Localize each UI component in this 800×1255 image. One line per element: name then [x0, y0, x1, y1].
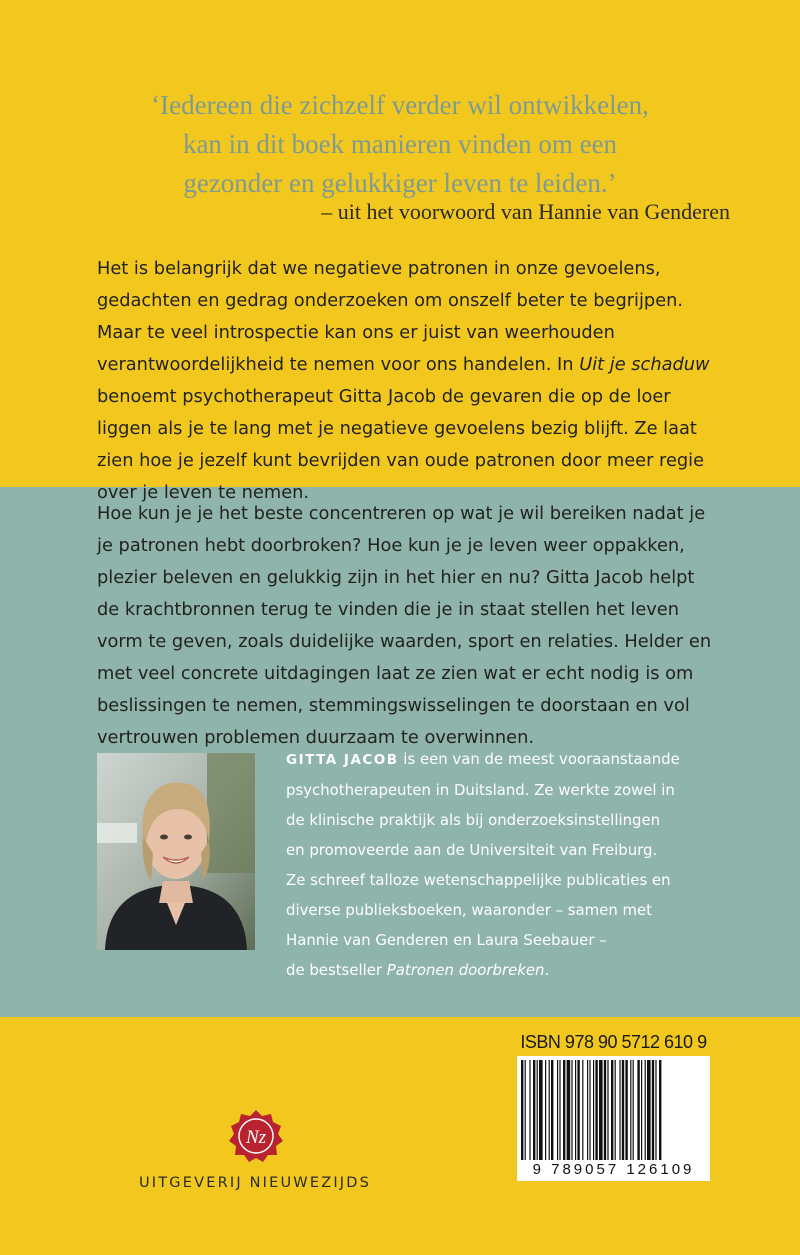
- text-line: plezier beleven en gelukkig zijn in het hier en nu? Gitta Jacob helpt: [97, 567, 695, 588]
- barcode-bar: [604, 1060, 606, 1160]
- barcode-bar: [577, 1060, 579, 1160]
- quote-line: gezonder en gelukkiger leven te leiden.’: [183, 168, 617, 198]
- isbn-label: ISBN 978 90 5712 610 9: [520, 1032, 707, 1052]
- publisher-name: UITGEVERIJ NIEUWEZIJDS: [138, 1175, 372, 1191]
- barcode-bar: [637, 1060, 639, 1160]
- text-line: liggen als je te lang met je negatieve gevoelens bezig blijft. Ze laat: [97, 418, 697, 439]
- text-line: met veel concrete uitdagingen laat ze zien wat er echt nodig is om: [97, 663, 694, 684]
- barcode-bar: [622, 1060, 624, 1160]
- barcode-bar: [525, 1060, 526, 1160]
- barcode-bar: [521, 1060, 523, 1160]
- text-line: de klinische praktijk als bij onderzoeksinstellingen: [286, 811, 661, 829]
- barcode-bar: [619, 1060, 620, 1160]
- barcode-graphic: [517, 1056, 710, 1162]
- book-title: Uit je schaduw: [579, 354, 710, 375]
- barcode-bar: [587, 1060, 588, 1160]
- barcode-bar: [529, 1060, 530, 1160]
- barcode-bar: [567, 1060, 571, 1160]
- author-name: GITTA JACOB: [286, 752, 399, 768]
- barcode-bar: [571, 1060, 572, 1160]
- author-photo: [97, 753, 255, 950]
- text-line: psychotherapeuten in Duitsland. Ze werkte zowel in: [286, 781, 675, 799]
- barcode-bar: [615, 1060, 616, 1160]
- description-paragraph-2: [97, 498, 737, 754]
- quote-line: kan in dit boek manieren vinden om een: [182, 129, 618, 159]
- text-line: Ze schreef talloze wetenschappelijke publicaties en: [286, 871, 671, 889]
- barcode-bar: [625, 1060, 627, 1160]
- text-line: diverse publieksboeken, waaronder – samen met: [286, 901, 653, 919]
- text-line: vertrouwen problemen duurzaam te overwinnen.: [97, 727, 534, 748]
- blurb-quote: [80, 86, 720, 203]
- text-line: [286, 955, 756, 985]
- text-line: de krachtbronnen terug te vinden die je in staat stellen het leven: [97, 599, 679, 620]
- barcode-bar: [559, 1060, 560, 1160]
- quote-line: ‘Iedereen die zichzelf verder wil ontwikkelen,: [151, 90, 649, 120]
- nz-logo-icon: [227, 1108, 285, 1166]
- publisher-logo: [227, 1108, 285, 1166]
- barcode-bar: [557, 1060, 558, 1160]
- text-line: en promoveerde aan de Universiteit van Freiburg.: [286, 841, 658, 859]
- text-line: Hoe kun je je het beste concentreren op wat je wil bereiken nadat je: [97, 503, 706, 524]
- text-line: Het is belangrijk dat we negatieve patronen in onze gevoelens,: [97, 258, 661, 279]
- barcode-bar: [595, 1060, 597, 1160]
- text-line: vorm te geven, zoals duidelijke waarden, sport en relaties. Helder en: [97, 631, 712, 652]
- text-line: over je leven te nemen.: [97, 482, 310, 503]
- barcode-bar: [589, 1060, 590, 1160]
- text-fragment: .: [544, 961, 550, 979]
- text-line: [286, 744, 756, 775]
- quote-attribution: – uit het voorwoord van Hannie van Genderen: [321, 199, 730, 224]
- barcode-bar: [551, 1060, 553, 1160]
- text-line: Maar te veel introspectie kan ons er juist van weerhouden: [97, 322, 615, 343]
- barcode-bar: [549, 1060, 550, 1160]
- barcode-bar: [655, 1060, 656, 1160]
- text-line: benoemt psychotherapeut Gitta Jacob de gevaren die op de loer: [97, 386, 671, 407]
- barcode-bar: [645, 1060, 646, 1160]
- text-fragment: de bestseller: [286, 961, 387, 979]
- barcode-bar: [599, 1060, 603, 1160]
- barcode-bar: [575, 1060, 576, 1160]
- description-paragraph-1: [97, 253, 737, 509]
- barcode-bar: [563, 1060, 565, 1160]
- barcode-bar: [607, 1060, 608, 1160]
- text-line: je patronen hebt doorbroken? Hoe kun je je leven weer oppakken,: [97, 535, 685, 556]
- text-fragment: is een van de meest vooraanstaande: [398, 750, 680, 768]
- barcode-bar: [537, 1060, 538, 1160]
- isbn-barcode: [517, 1031, 710, 1181]
- barcode-bar: [647, 1060, 651, 1160]
- barcode-bar: [582, 1060, 583, 1160]
- text-line: gedachten en gedrag onderzoeken om onszelf beter te begrijpen.: [97, 290, 684, 311]
- barcode-bar: [630, 1060, 631, 1160]
- text-line: Hannie van Genderen en Laura Seebauer –: [286, 931, 607, 949]
- logo-monogram: Nz: [245, 1127, 267, 1148]
- text-line: beslissingen te nemen, stemmingswisselingen te doorstaan en vol: [97, 695, 690, 716]
- text-fragment: verantwoordelijkheid te nemen voor ons handelen. In: [97, 354, 580, 375]
- barcode-bar: [641, 1060, 642, 1160]
- barcode-bar: [539, 1060, 543, 1160]
- text-line: [97, 349, 737, 381]
- barcode-bar: [652, 1060, 654, 1160]
- ean-digits: 9 789057 126109: [517, 1161, 710, 1179]
- barcode-bar: [545, 1060, 546, 1160]
- bestseller-title: Patronen doorbreken: [386, 961, 545, 979]
- author-bio: [286, 744, 756, 985]
- author-portrait-illustration: [97, 753, 255, 950]
- text-line: zien hoe je jezelf kunt bevrijden van oude patronen door meer regie: [97, 450, 705, 471]
- barcode-bar: [659, 1060, 661, 1160]
- barcode-bar: [611, 1060, 613, 1160]
- barcode-bar: [633, 1060, 634, 1160]
- barcode-bar: [533, 1060, 535, 1160]
- barcode-bar: [593, 1060, 594, 1160]
